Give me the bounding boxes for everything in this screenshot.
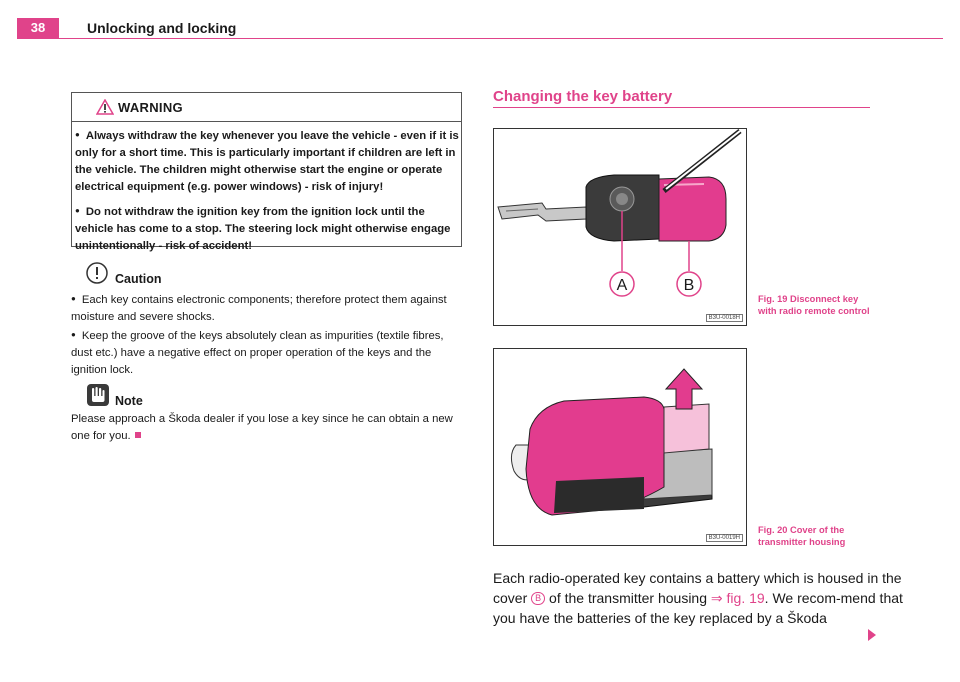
- body-text-part-2: of the transmitter housing: [549, 590, 708, 606]
- transmitter-cover-illustration: [494, 349, 746, 545]
- header-title: Unlocking and locking: [87, 20, 237, 36]
- callout-a: A: [616, 277, 628, 294]
- note-title: Note: [115, 394, 143, 408]
- key-illustration: [494, 129, 746, 325]
- figure-20-caption: Fig. 20 Cover of the transmitter housing: [758, 525, 846, 547]
- end-of-section-mark: [135, 432, 141, 438]
- caution-icon: [86, 262, 108, 284]
- body-text-part-1: Each radio-operated key contains a battery which is housed in the cover: [493, 570, 902, 606]
- warning-triangle-icon: [96, 99, 114, 115]
- header-divider: [17, 38, 943, 39]
- continue-arrow-icon: [868, 629, 876, 641]
- warning-item-1: ● Always withdraw the key whenever you leave the vehicle - even if it is only for a short time. This is particularly important if children are left in the vehicle. The children might otherwise start the engine or operate electrical equipment (e.g. power windows) - risk of injury!: [75, 126, 459, 196]
- callout-b: B: [683, 277, 695, 294]
- figure-code: B3U-0018H: [706, 314, 743, 322]
- figure-19-caption: Fig. 19 Disconnect key with radio remote control: [758, 294, 870, 316]
- caution-item-1: ● Each key contains electronic components; therefore protect them against moisture and severe shocks.: [71, 290, 463, 326]
- page-number: 38: [17, 18, 59, 38]
- callout-b-inline: B: [531, 592, 545, 605]
- warning-title: WARNING: [118, 100, 183, 115]
- caution-title: Caution: [115, 272, 162, 286]
- battery-body-text: [493, 568, 913, 628]
- section-divider: [493, 107, 870, 108]
- note-hand-icon: [86, 383, 110, 407]
- figure-code: B3U-0019H: [706, 534, 743, 542]
- note-text: [71, 411, 463, 445]
- figure-20: [493, 348, 747, 546]
- section-title: Changing the key battery: [493, 88, 673, 105]
- reference-arrow-icon: ⇒: [710, 590, 723, 606]
- note-text-content: Please approach a Škoda dealer if you lose a key since he can obtain a new one for you.: [71, 413, 453, 442]
- figure-reference-label: fig. 19: [726, 590, 765, 606]
- body-text-part-3: . We recom-mend that you have the batteries of the key replaced by a Škoda: [493, 590, 903, 626]
- figure-19: [493, 128, 747, 326]
- figure-reference-link[interactable]: [711, 590, 765, 606]
- warning-item-2: ● Do not withdraw the ignition key from the ignition lock until the vehicle has come to a stop. The steering lock might otherwise engage unintentionally - risk of accident!: [75, 202, 459, 255]
- caution-item-2: ● Keep the groove of the keys absolutely clean as impurities (textile fibres, dust etc.) have a negative effect on proper operation of the keys and the ignition lock.: [71, 326, 463, 379]
